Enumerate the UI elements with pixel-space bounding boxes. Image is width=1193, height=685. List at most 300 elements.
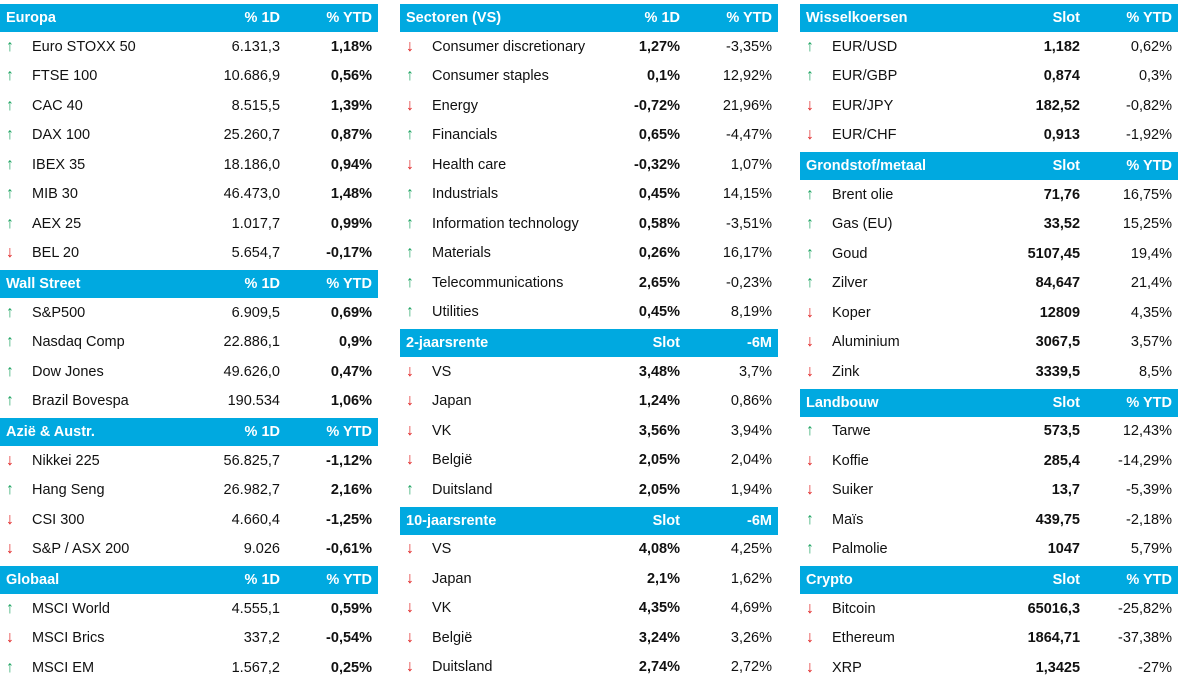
row-label: Gas (EU) xyxy=(832,216,893,233)
row-label: Brazil Bovespa xyxy=(32,393,129,410)
row-value: 2,05% xyxy=(638,452,680,469)
row-label: XRP xyxy=(832,659,862,676)
header-row-grondstof-metaal xyxy=(800,152,1178,180)
row-label: Japan xyxy=(432,570,472,587)
row-slot: 6.909,5 xyxy=(231,304,280,321)
table-sectoren-vs xyxy=(400,4,778,327)
arrow-down-icon: ↓ xyxy=(6,451,14,469)
row-change-ytd: 4,35% xyxy=(1130,304,1173,321)
header-col-ytd-landbouw: % YTD xyxy=(1126,394,1172,411)
row-change-ytd: 3,7% xyxy=(738,363,772,380)
header-row-wall-street xyxy=(0,270,378,298)
row-change-1d: 0,87% xyxy=(330,127,373,144)
header-title-sectoren-vs: Sectoren (VS) xyxy=(406,10,502,26)
row-label: MSCI EM xyxy=(32,659,95,676)
table-row[interactable] xyxy=(400,475,778,505)
row-slot: 26.982,7 xyxy=(223,482,280,499)
arrow-up-icon: ↑ xyxy=(806,67,814,85)
table-row[interactable] xyxy=(400,535,778,565)
header-col-slot-wisselkoersen: Slot xyxy=(1052,10,1080,26)
row-change-ytd: 0,86% xyxy=(730,393,772,410)
row-change-ytd: -5,39% xyxy=(1126,482,1172,499)
row-label: VS xyxy=(432,363,452,380)
row-label: DAX 100 xyxy=(32,127,91,144)
table-row[interactable] xyxy=(800,476,1178,506)
row-value: 3,24% xyxy=(638,629,680,646)
row-change-1d: 0,99% xyxy=(330,215,373,232)
header-col-ytd-globaal: % YTD xyxy=(326,572,372,588)
row-label: Nikkei 225 xyxy=(32,452,100,469)
row-value: 2,74% xyxy=(638,659,680,676)
arrow-up-icon: ↑ xyxy=(806,37,814,55)
row-slot: 5.654,7 xyxy=(231,245,281,262)
table-row[interactable] xyxy=(400,62,778,92)
row-label: EUR/JPY xyxy=(832,97,894,114)
row-change-1d: -0,54% xyxy=(326,630,372,647)
table-spacer xyxy=(0,683,378,685)
row-label: Zilver xyxy=(832,275,868,292)
header-row-azie-austr xyxy=(0,418,378,446)
header-col-ytd-wall-street: % YTD xyxy=(326,276,372,292)
arrow-up-icon: ↑ xyxy=(806,422,814,440)
header-title-azie-austr: Azië & Austr. xyxy=(6,424,95,440)
header-col-slot-europa: % 1D xyxy=(244,10,281,26)
row-label: België xyxy=(432,629,473,646)
row-change-1d: 2,16% xyxy=(330,482,372,499)
table-row[interactable] xyxy=(0,91,378,121)
table-row[interactable] xyxy=(800,239,1178,269)
row-change-ytd: -25,82% xyxy=(1118,600,1173,617)
row-label: Health care xyxy=(432,156,507,173)
row-label: S&P / ASX 200 xyxy=(32,541,130,558)
row-change-1d: 0,25% xyxy=(330,659,372,676)
header-row-landbouw xyxy=(800,389,1178,417)
row-change-ytd: 3,94% xyxy=(730,422,772,439)
row-value: 3339,5 xyxy=(1035,363,1081,380)
row-slot: 46.473,0 xyxy=(223,186,281,203)
row-value: 439,75 xyxy=(1035,511,1080,528)
table-row[interactable] xyxy=(800,91,1178,121)
row-change-ytd: -0,82% xyxy=(1126,97,1172,114)
row-slot: 10.686,9 xyxy=(223,68,281,85)
row-value: 182,52 xyxy=(1035,97,1080,114)
table-row[interactable] xyxy=(400,268,778,298)
header-col-ytd-grondstof-metaal: % YTD xyxy=(1126,158,1173,174)
column-left xyxy=(0,4,378,676)
row-label: S&P500 xyxy=(32,304,86,321)
row-label: Materials xyxy=(432,245,491,262)
header-title-2-jaarsrente: 2-jaarsrente xyxy=(406,335,489,351)
table-row[interactable] xyxy=(400,209,778,239)
row-label: Financials xyxy=(432,127,498,144)
table-2-jaarsrente xyxy=(400,329,778,505)
table-row[interactable] xyxy=(0,150,378,180)
row-value: 1864,71 xyxy=(1027,630,1081,647)
row-label: EUR/CHF xyxy=(832,127,897,144)
arrow-down-icon: ↓ xyxy=(406,155,414,173)
row-value: 84,647 xyxy=(1035,275,1081,292)
row-change-ytd: -3,35% xyxy=(726,38,772,55)
arrow-up-icon: ↑ xyxy=(6,214,14,232)
header-col-ytd-europa: % YTD xyxy=(326,10,373,26)
table-row[interactable] xyxy=(800,32,1178,62)
arrow-up-icon: ↑ xyxy=(406,126,414,144)
table-row[interactable] xyxy=(400,150,778,180)
column-middle xyxy=(400,4,778,676)
table-row[interactable] xyxy=(800,269,1178,299)
row-slot: 6.131,3 xyxy=(231,38,281,55)
row-change-1d: -0,61% xyxy=(326,541,372,558)
row-change-ytd: 12,43% xyxy=(1122,423,1172,440)
row-change-ytd: 3,26% xyxy=(730,629,772,646)
row-label: Goud xyxy=(832,245,868,262)
table-row[interactable] xyxy=(800,624,1178,654)
row-label: Euro STOXX 50 xyxy=(32,38,136,55)
row-value: 4,08% xyxy=(638,541,680,558)
row-change-ytd: -37,38% xyxy=(1118,630,1173,647)
row-change-1d: 1,06% xyxy=(330,393,372,410)
row-value: 1,182 xyxy=(1043,38,1080,55)
row-value: 4,35% xyxy=(638,600,680,617)
row-label: Information technology xyxy=(432,215,579,232)
row-change-ytd: 8,19% xyxy=(730,304,772,321)
header-title-wall-street: Wall Street xyxy=(6,276,81,292)
arrow-down-icon: ↓ xyxy=(6,629,14,647)
row-slot: 18.186,0 xyxy=(223,156,281,173)
row-label: Koper xyxy=(832,304,871,321)
header-row-globaal xyxy=(0,566,378,594)
arrow-down-icon: ↓ xyxy=(806,96,814,114)
row-change-ytd: -14,29% xyxy=(1117,452,1172,469)
arrow-up-icon: ↑ xyxy=(6,126,14,144)
table-row[interactable] xyxy=(0,476,378,506)
row-label: Ethereum xyxy=(832,630,895,647)
row-label: MSCI Brics xyxy=(32,630,105,647)
table-azie-austr xyxy=(0,418,378,564)
table-row[interactable] xyxy=(0,446,378,476)
table-row[interactable] xyxy=(0,239,378,269)
row-value: 13,7 xyxy=(1051,482,1080,499)
row-value: 0,1% xyxy=(646,68,680,85)
row-change-ytd: 1,94% xyxy=(730,481,772,498)
row-label: Koffie xyxy=(832,452,869,469)
row-label: Maïs xyxy=(832,511,864,528)
row-label: Tarwe xyxy=(832,423,871,440)
row-change-ytd: 2,72% xyxy=(730,659,772,676)
table-row[interactable] xyxy=(400,298,778,328)
table-row[interactable] xyxy=(400,357,778,387)
arrow-up-icon: ↑ xyxy=(6,333,14,351)
row-label: AEX 25 xyxy=(32,215,82,232)
row-value: 3067,5 xyxy=(1035,334,1081,351)
row-label: Industrials xyxy=(432,186,499,203)
arrow-down-icon: ↓ xyxy=(806,126,814,144)
header-col-ytd-10-jaarsrente: -6M xyxy=(747,512,772,529)
row-value: 1,3425 xyxy=(1035,659,1081,676)
table-row[interactable] xyxy=(800,210,1178,240)
row-value: 1,24% xyxy=(638,393,680,410)
table-row[interactable] xyxy=(0,121,378,151)
arrow-up-icon: ↑ xyxy=(6,37,14,55)
row-slot: 22.886,1 xyxy=(223,334,280,351)
table-row[interactable] xyxy=(400,594,778,624)
arrow-down-icon: ↓ xyxy=(806,658,814,676)
table-row[interactable] xyxy=(800,62,1178,92)
header-col-slot-globaal: % 1D xyxy=(244,572,280,588)
header-row-wisselkoersen xyxy=(800,4,1178,32)
table-row[interactable] xyxy=(0,535,378,565)
table-crypto xyxy=(800,566,1178,683)
table-row[interactable] xyxy=(0,387,378,417)
row-slot: 4.555,1 xyxy=(231,600,280,617)
row-change-ytd: 16,75% xyxy=(1122,186,1173,203)
table-row[interactable] xyxy=(800,417,1178,447)
row-label: Bitcoin xyxy=(832,600,876,617)
row-label: Duitsland xyxy=(432,659,493,676)
row-change-ytd: 1,07% xyxy=(730,156,772,173)
row-label: CSI 300 xyxy=(32,511,85,528)
table-row[interactable] xyxy=(800,121,1178,151)
header-col-slot-crypto: Slot xyxy=(1052,572,1081,588)
arrow-up-icon: ↑ xyxy=(6,96,14,114)
row-label: Consumer staples xyxy=(432,68,549,85)
row-change-1d: -1,12% xyxy=(326,452,372,469)
table-row[interactable] xyxy=(0,32,378,62)
row-slot: 190.534 xyxy=(227,393,280,410)
arrow-up-icon: ↑ xyxy=(806,540,814,558)
table-row[interactable] xyxy=(0,505,378,535)
row-change-ytd: 5,79% xyxy=(1130,541,1172,558)
row-change-1d: 0,94% xyxy=(330,156,373,173)
table-row[interactable] xyxy=(0,298,378,328)
row-change-ytd: 21,4% xyxy=(1130,275,1173,292)
table-row[interactable] xyxy=(0,594,378,624)
table-row[interactable] xyxy=(800,505,1178,535)
row-value: -0,72% xyxy=(634,97,680,114)
row-slot: 56.825,7 xyxy=(223,452,280,469)
row-value: 33,52 xyxy=(1043,216,1081,233)
row-slot: 25.260,7 xyxy=(223,127,281,144)
row-value: 2,65% xyxy=(638,274,680,291)
row-value: 71,76 xyxy=(1043,186,1081,203)
row-change-ytd: 3,57% xyxy=(1130,334,1173,351)
arrow-down-icon: ↓ xyxy=(406,362,414,380)
arrow-up-icon: ↑ xyxy=(406,244,414,262)
row-change-ytd: 0,62% xyxy=(1130,38,1172,55)
arrow-up-icon: ↑ xyxy=(406,67,414,85)
row-label: Palmolie xyxy=(832,541,888,558)
table-wisselkoersen xyxy=(800,4,1178,150)
arrow-down-icon: ↓ xyxy=(806,451,814,469)
row-change-ytd: -27% xyxy=(1138,659,1173,676)
row-slot: 1.567,2 xyxy=(231,659,280,676)
arrow-up-icon: ↑ xyxy=(406,185,414,203)
table-grondstof-metaal xyxy=(800,152,1178,387)
table-row[interactable] xyxy=(800,180,1178,210)
row-label: Energy xyxy=(432,97,478,114)
arrow-up-icon: ↑ xyxy=(406,214,414,232)
row-change-1d: 1,18% xyxy=(330,38,373,55)
row-change-ytd: -3,51% xyxy=(726,215,772,232)
table-row[interactable] xyxy=(800,446,1178,476)
arrow-up-icon: ↑ xyxy=(806,215,814,233)
table-row[interactable] xyxy=(400,446,778,476)
header-col-slot-10-jaarsrente: Slot xyxy=(652,512,680,529)
table-landbouw xyxy=(800,389,1178,565)
row-value: 2,1% xyxy=(646,570,680,587)
row-label: Consumer discretionary xyxy=(432,38,586,55)
table-row[interactable] xyxy=(400,91,778,121)
header-row-sectoren-vs xyxy=(400,4,778,32)
row-label: Aluminium xyxy=(832,334,900,351)
arrow-down-icon: ↓ xyxy=(6,244,14,262)
table-row[interactable] xyxy=(800,653,1178,683)
row-slot: 4.660,4 xyxy=(231,511,280,528)
row-change-ytd: -0,23% xyxy=(726,274,772,291)
header-title-10-jaarsrente: 10-jaarsrente xyxy=(406,512,497,529)
header-col-ytd-azie-austr: % YTD xyxy=(326,424,372,440)
arrow-up-icon: ↑ xyxy=(6,67,14,85)
row-change-ytd: 4,69% xyxy=(730,600,772,617)
row-change-1d: 0,69% xyxy=(330,304,372,321)
table-row[interactable] xyxy=(400,239,778,269)
header-row-crypto xyxy=(800,566,1178,594)
arrow-down-icon: ↓ xyxy=(806,599,814,617)
table-row[interactable] xyxy=(400,180,778,210)
row-value: 12809 xyxy=(1039,304,1081,321)
arrow-down-icon: ↓ xyxy=(806,629,814,647)
row-value: 0,45% xyxy=(638,186,680,203)
row-change-ytd: -1,92% xyxy=(1126,127,1172,144)
arrow-up-icon: ↑ xyxy=(406,480,414,498)
row-change-ytd: 19,4% xyxy=(1130,245,1173,262)
row-change-ytd: 2,04% xyxy=(730,452,772,469)
row-change-ytd: 4,25% xyxy=(730,541,772,558)
table-row[interactable] xyxy=(400,121,778,151)
arrow-down-icon: ↓ xyxy=(406,599,414,617)
row-value: 0,874 xyxy=(1043,68,1080,85)
table-row[interactable] xyxy=(0,328,378,358)
table-row[interactable] xyxy=(400,387,778,417)
header-title-crypto: Crypto xyxy=(806,572,853,588)
row-label: EUR/GBP xyxy=(832,68,898,85)
table-row[interactable] xyxy=(0,180,378,210)
table-row[interactable] xyxy=(800,594,1178,624)
header-col-slot-azie-austr: % 1D xyxy=(244,424,280,440)
row-change-ytd: 12,92% xyxy=(722,68,772,85)
table-row[interactable] xyxy=(0,653,378,683)
row-label: VS xyxy=(432,541,452,558)
arrow-down-icon: ↓ xyxy=(406,37,414,55)
row-label: Duitsland xyxy=(432,481,493,498)
arrow-up-icon: ↑ xyxy=(6,185,14,203)
arrow-down-icon: ↓ xyxy=(406,421,414,439)
row-label: Nasdaq Comp xyxy=(32,334,125,351)
table-row[interactable] xyxy=(800,298,1178,328)
table-row[interactable] xyxy=(0,357,378,387)
arrow-up-icon: ↑ xyxy=(806,510,814,528)
row-label: Japan xyxy=(432,393,472,410)
arrow-up-icon: ↑ xyxy=(6,155,14,173)
row-label: Brent olie xyxy=(832,186,894,203)
row-value: 65016,3 xyxy=(1027,600,1081,617)
header-col-slot-sectoren-vs: % 1D xyxy=(644,10,680,26)
arrow-up-icon: ↑ xyxy=(6,658,14,676)
row-label: BEL 20 xyxy=(32,245,80,262)
row-label: MIB 30 xyxy=(32,186,78,203)
header-title-grondstof-metaal: Grondstof/metaal xyxy=(806,158,927,174)
row-change-ytd: -4,47% xyxy=(726,127,772,144)
row-value: 2,05% xyxy=(638,481,680,498)
row-slot: 8.515,5 xyxy=(231,97,281,114)
arrow-up-icon: ↑ xyxy=(806,274,814,292)
row-value: 573,5 xyxy=(1043,423,1080,440)
row-label: Dow Jones xyxy=(32,363,104,380)
row-value: 0,26% xyxy=(638,245,680,262)
row-change-1d: 1,39% xyxy=(330,97,373,114)
table-row[interactable] xyxy=(400,623,778,653)
header-row-2-jaarsrente xyxy=(400,329,778,357)
row-value: 5107,45 xyxy=(1027,245,1081,262)
row-label: MSCI World xyxy=(32,600,110,617)
row-value: -0,32% xyxy=(634,156,680,173)
table-globaal xyxy=(0,566,378,683)
table-row[interactable] xyxy=(0,624,378,654)
header-row-10-jaarsrente xyxy=(400,507,778,535)
table-row[interactable] xyxy=(800,357,1178,387)
row-label: CAC 40 xyxy=(32,97,83,114)
row-change-ytd: 1,62% xyxy=(730,570,772,587)
row-change-ytd: 0,3% xyxy=(1138,68,1172,85)
row-label: VK xyxy=(432,600,452,617)
table-row[interactable] xyxy=(800,535,1178,565)
row-slot: 9.026 xyxy=(243,541,280,558)
row-label: Suiker xyxy=(832,482,874,499)
arrow-up-icon: ↑ xyxy=(6,362,14,380)
arrow-down-icon: ↓ xyxy=(6,510,14,528)
row-value: 0,45% xyxy=(638,304,680,321)
arrow-up-icon: ↑ xyxy=(806,244,814,262)
table-spacer xyxy=(400,682,778,684)
table-row[interactable] xyxy=(400,564,778,594)
row-change-1d: -1,25% xyxy=(326,511,372,528)
arrow-down-icon: ↓ xyxy=(806,481,814,499)
row-change-ytd: 8,5% xyxy=(1138,363,1173,380)
arrow-down-icon: ↓ xyxy=(406,569,414,587)
column-right xyxy=(800,4,1178,676)
table-row[interactable] xyxy=(400,32,778,62)
table-row[interactable] xyxy=(400,653,778,683)
row-label: VK xyxy=(432,422,452,439)
row-change-1d: 1,48% xyxy=(330,186,373,203)
arrow-down-icon: ↓ xyxy=(406,392,414,410)
arrow-down-icon: ↓ xyxy=(806,303,814,321)
row-value: 1047 xyxy=(1047,541,1080,558)
table-row[interactable] xyxy=(800,328,1178,358)
table-row[interactable] xyxy=(0,62,378,92)
table-row[interactable] xyxy=(400,416,778,446)
row-value: 285,4 xyxy=(1043,452,1080,469)
arrow-down-icon: ↓ xyxy=(406,540,414,558)
row-value: 0,913 xyxy=(1043,127,1080,144)
row-change-1d: 0,56% xyxy=(330,68,373,85)
table-row[interactable] xyxy=(0,209,378,239)
row-value: 3,48% xyxy=(638,363,680,380)
header-title-globaal: Globaal xyxy=(6,572,60,588)
row-label: België xyxy=(432,452,473,469)
arrow-up-icon: ↑ xyxy=(6,599,14,617)
header-col-slot-grondstof-metaal: Slot xyxy=(1052,158,1081,174)
